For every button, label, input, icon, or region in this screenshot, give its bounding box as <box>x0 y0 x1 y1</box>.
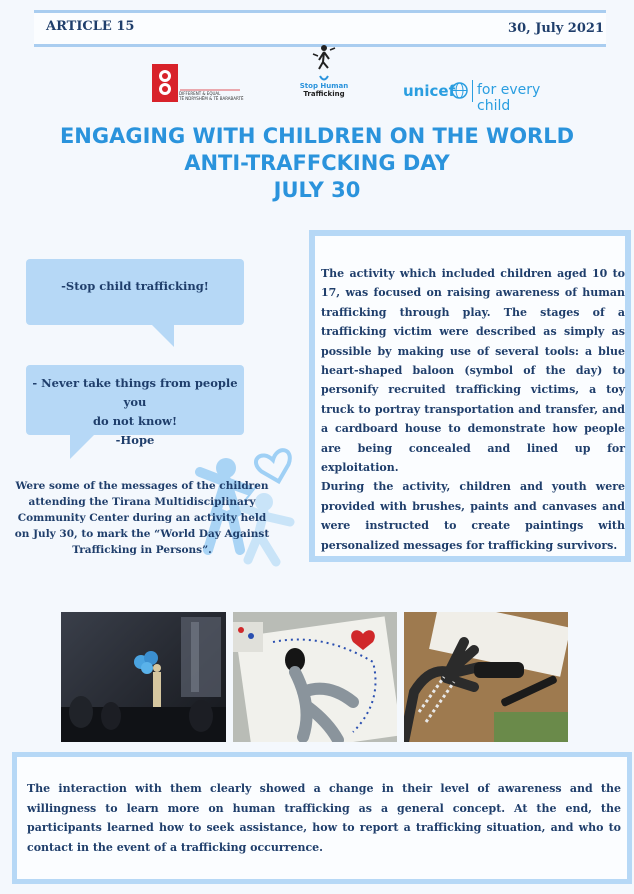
bubble-1-text: -Stop child trafficking! <box>61 279 209 293</box>
photo-children-in-room <box>61 612 226 742</box>
dde-line2: TË NDRYSHËM & TË BARABARTË <box>179 96 244 101</box>
photo-painting-canvas <box>233 612 397 742</box>
person-broken-chain-icon <box>311 44 337 70</box>
bubble-2-line-2: do not know! <box>92 414 177 428</box>
different-equal-logo <box>152 64 244 102</box>
title-line-2: ANTI-TRAFFCKING DAY <box>184 151 450 175</box>
photo-painted-hand <box>404 612 568 742</box>
blue-swoosh-icon <box>319 74 329 82</box>
page-title <box>40 123 594 204</box>
title-line-1: ENGAGING WITH CHILDREN ON THE WORLD <box>59 124 575 148</box>
stop-human-trafficking-logo <box>296 44 352 96</box>
unicef-globe-icon <box>451 82 468 99</box>
unicef-divider <box>472 80 473 102</box>
sht-line2: Trafficking <box>303 90 345 98</box>
unicef-tagline: for every child <box>477 82 541 114</box>
bubble-2-line-1: - Never take things from people you <box>32 376 238 409</box>
sht-line1: Stop Human <box>299 82 349 90</box>
conclusion-paragraph: The interaction with them clearly showed a change in their level of awareness and the willingness to learn more on human trafficking as a general concept. At the end, the participants learned how to seek assistance, how to report a trafficking situation, and who to contact in the event of a trafficking occurrence. <box>27 782 621 854</box>
speech-bubble-1 <box>26 259 244 325</box>
speech-bubble-2-tail <box>70 435 94 459</box>
date-label: 30, July 2021 <box>508 21 604 36</box>
activity-paragraph-1: The activity which included children aged 10 to 17, was focused on raising awareness of human trafficking through play. The stages of a trafficking victim were described as simply as possible by making use of several tools: a blue heart-shaped baloon (symbol of the day) to personify recruited trafficking victims, a toy truck to portray transportation and transfer, and a cardboard house to demonstrate how people are being concealed and lined up for exploitation. <box>321 267 625 475</box>
article-label: ARTICLE 15 <box>46 19 135 34</box>
speech-bubble-2 <box>26 365 244 447</box>
activity-description-box <box>309 230 631 562</box>
unicef-name: unicef <box>403 82 456 100</box>
unicef-logo <box>403 80 573 114</box>
dde-line1: DIFFERENT & EQUAL <box>179 91 221 96</box>
title-line-3: JULY 30 <box>273 178 361 202</box>
messages-caption: Were some of the messages of the children attending the Tirana Multidisciplinary Community Center during an activity held on July 30, to mark the “World Day Against Trafficking in Persons”. <box>14 480 270 556</box>
speech-bubble-1-tail <box>152 325 174 347</box>
conclusion-box <box>12 752 632 884</box>
bubble-2-line-3: -Hope <box>115 433 155 447</box>
activity-paragraph-2: During the activity, children and youth were provided with brushes, paints and canvases and were instructed to create paintings with personalized messages for trafficking survivors. <box>321 480 625 552</box>
header-bar <box>34 10 606 47</box>
